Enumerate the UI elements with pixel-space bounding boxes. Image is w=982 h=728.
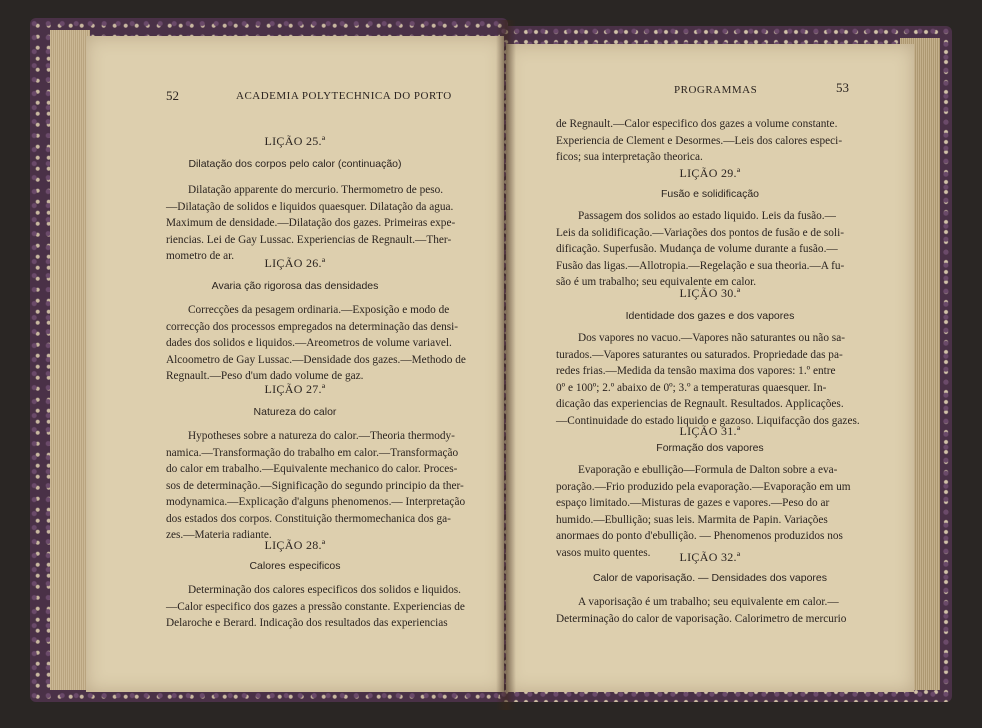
lesson-title: LIÇÃO 27.ª [264,382,326,396]
text-line: poração.—Frio produzido pela evaporação.—Evaporação em um [556,480,851,493]
lesson-subtitle: Fusão e solidificação [660,188,760,200]
lesson-title: LIÇÃO 30.ª [679,286,741,300]
text-line: 0º e 100º; 2.º abaixo de 0º; 3.º a temperaturas quaesquer. In- [556,381,827,394]
text-line: Leis da solidificação.—Variações dos pontos de fusão e de soli- [556,226,844,239]
text-line: espaço limitado.—Misturas de gazes e vapores.—Peso do ar [556,497,830,509]
text-line: Determinação do calor de vaporisação. Calorimetro de mercurio [556,612,847,625]
lesson-title: LIÇÃO 26.ª [264,256,326,270]
page-number: 53 [836,80,849,95]
text-line: Delaroche e Berard. Indicação dos resultados das experiencias [166,617,448,629]
lesson-subtitle: Natureza do calor [253,406,337,418]
text-line: dificação. Superfusão. Mudança de volume durante a fusão.— [556,243,838,255]
lesson-title: LIÇÃO 32.ª [679,550,741,564]
lesson-body [556,208,852,291]
lesson-body [556,330,860,429]
running-head: PROGRAMMAS [674,84,758,96]
page-edges-left [50,30,90,690]
text-line: modynamica.—Explicação d'alguns phenomenos.— Interpretação [166,496,466,508]
text-line: Passagem dos solidos ao estado liquido. Leis da fusão.— [578,210,836,222]
text-line: dicação das experiencias de Regnault. Resultados. Applicações. [556,398,844,410]
text-line: Correcções da pesagem ordinaria.—Exposição e modo de [188,304,450,316]
text-line: riencias. Lei de Gay Lussac. Experiencias de Regnault.—Ther- [166,233,452,246]
text-line: turados.—Vapores saturantes ou saturados. Propriedade das pa- [556,348,843,361]
lesson-body [166,428,466,544]
lesson-body [556,462,852,561]
text-line: Hypotheses sobre a natureza do calor.—Theoria thermody- [188,430,455,442]
text-line: são é um trabalho; seu equivalente em calor. [556,276,757,288]
text-line: Evaporação e ebullição—Formula de Dalton sobre a eva- [578,464,838,476]
left-page [86,36,504,692]
lesson-subtitle: Dilatação dos corpos pelo calor (continuação) [188,158,402,170]
lesson-title: LIÇÃO 28.ª [264,538,326,552]
text-line: anormaes do ponto d'ebullição. — Phenomenos produzidos nos [556,530,843,542]
text-line: sos de determinação.—Significação do segundo principio da ther- [166,479,464,492]
running-head: ACADEMIA POLYTECHNICA DO PORTO [236,90,452,102]
page-number: 52 [166,88,179,103]
text-line: namica.—Transformação do trabalho em calor.—Transformação [166,446,459,459]
text-line: A vaporisação é um trabalho; seu equivalente em calor.— [578,596,839,608]
text-line: ficos; sua interpretação theorica. [556,151,703,163]
text-line: mometro de ar. [166,250,235,262]
lesson-title: LIÇÃO 25.ª [264,134,326,148]
text-line: dades dos solidos e liquidos.—Areometros de volume variavel. [166,337,452,349]
text-line: do calor em trabalho.—Equivalente mechanico do calor. Proces- [166,463,458,475]
text-line: —Continuidade do estado liquido e gazoso. Liquifacção dos gazes. [556,414,860,427]
lesson-body [166,582,465,632]
text-line: —Dilatação de solidos e liquidos quaesquer. Dilatação da agua. [166,200,454,213]
text-line: Dilatação apparente do mercurio. Thermometro de peso. [188,184,444,196]
text-line: correcção dos processos empregados na determinação das densi- [166,320,459,333]
lesson-title: LIÇÃO 29.ª [679,166,741,180]
text-line: Fusão das ligas.—Allotropia.—Regelação e sua theoria.—A fu- [556,259,845,272]
text-line: vasos muito quentes. [556,546,651,559]
right-page [506,44,914,692]
lesson-subtitle: Formação dos vapores [656,442,764,454]
lesson-body [166,182,462,265]
text-line: dos estados dos corpos. Constituição thermomechanica dos ga- [166,512,451,525]
text-line: humido.—Ebullição; suas leis. Marmita de Papin. Variações [556,513,828,526]
text-line: —Calor especifico dos gazes a pressão constante. Experiencias de [166,600,465,613]
text-line: redes frias.—Medida da tensão maxima dos vapores: 1.º entre [556,365,836,377]
text-line: Dos vapores no vacuo.—Vapores não saturantes ou não sa- [578,332,845,344]
continued-text [556,116,852,166]
book-gutter [496,20,516,710]
text-line: Maximum de densidade.—Dilatação dos gazes. Primeiras expe- [166,217,456,229]
text-line: zes.—Materia radiante. [166,529,272,541]
text-line: de Regnault.—Calor especifico dos gazes a volume constante. [556,118,838,130]
lesson-body [166,302,466,385]
lesson-subtitle: Identidade dos gazes e dos vapores [625,310,795,322]
lesson-subtitle: Calores especificos [249,560,341,572]
lesson-title: LIÇÃO 31.ª [679,424,741,438]
lesson-body [556,594,852,627]
text-line: Experiencia de Clement e Desormes.—Leis dos calores especi- [556,134,843,147]
text-line: Determinação dos calores especificos dos solidos e liquidos. [188,584,461,596]
text-line: Alcoometro de Gay Lussac.—Densidade dos gazes.—Methodo de [166,353,466,366]
lesson-subtitle: Avaria ção rigorosa das densidades [211,280,379,292]
text-line: Regnault.—Peso d'um dado volume de gaz. [166,370,364,382]
lesson-subtitle: Calor de vaporisação. — Densidades dos vapores [592,572,828,584]
